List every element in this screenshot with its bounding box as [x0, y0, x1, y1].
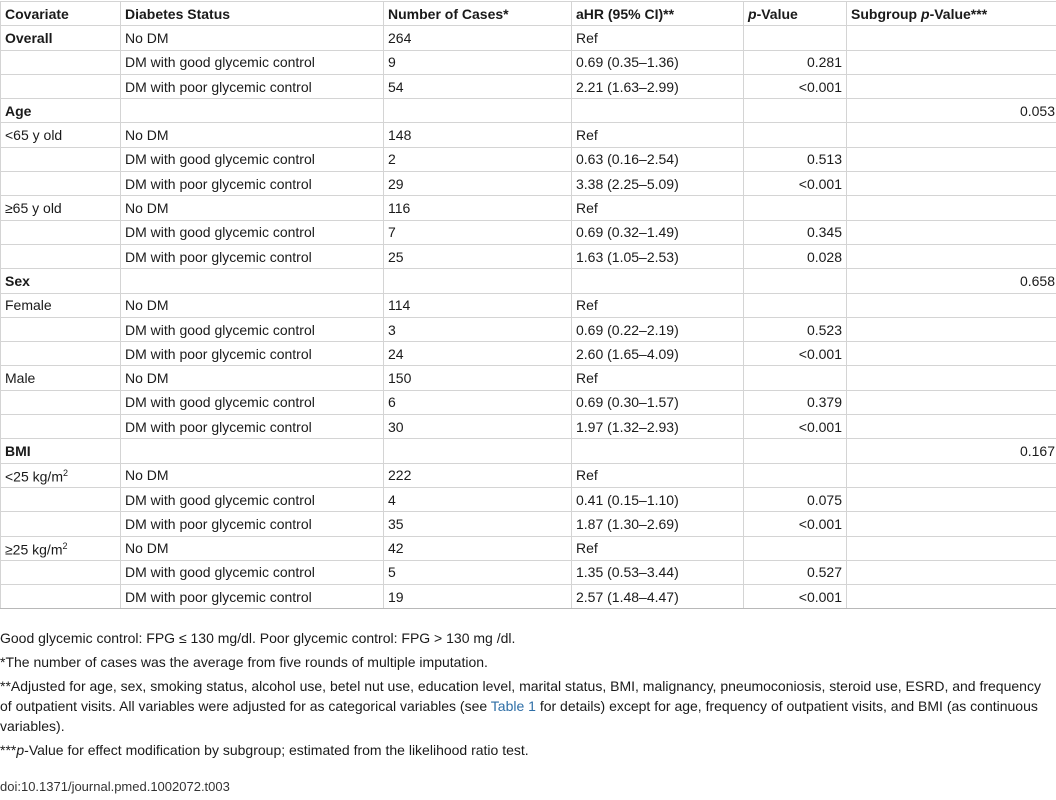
cell-c5: 0.053 [847, 99, 1056, 123]
cell-c2: 6 [384, 390, 572, 414]
table-row [1, 366, 1056, 390]
cell-c5 [847, 26, 1056, 50]
cell-c2: 222 [384, 463, 572, 487]
header-sub-italic: p [921, 5, 930, 22]
cell-c4 [744, 439, 847, 463]
cell-c1: DM with good glycemic control [121, 390, 384, 414]
cell-c0: Overall [1, 26, 121, 50]
cell-c3: Ref [572, 463, 744, 487]
header-p-value [744, 2, 847, 26]
table-row [1, 172, 1056, 196]
table-row [1, 342, 1056, 366]
cell-c4 [744, 463, 847, 487]
table-row [1, 463, 1056, 487]
header-subgroup-p-value [847, 2, 1056, 26]
cell-c3: Ref [572, 366, 744, 390]
cell-c5 [847, 74, 1056, 98]
header-p-italic: p [748, 5, 757, 22]
cell-c1: DM with good glycemic control [121, 487, 384, 511]
cell-c0 [1, 487, 121, 511]
cell-c3: Ref [572, 123, 744, 147]
cell-c3: 1.63 (1.05–2.53) [572, 244, 744, 268]
cell-c2 [384, 269, 572, 293]
cell-c2: 5 [384, 560, 572, 584]
cell-c1: DM with poor glycemic control [121, 585, 384, 609]
cell-c1: DM with poor glycemic control [121, 415, 384, 439]
cell-c4: <0.001 [744, 172, 847, 196]
cell-c5 [847, 244, 1056, 268]
cell-c0 [1, 585, 121, 609]
note-pvalue-rest: -Value for effect modification by subgroup; estimated from the likelihood ratio test. [24, 742, 529, 758]
cell-c1: DM with good glycemic control [121, 560, 384, 584]
table-group-row [1, 439, 1056, 463]
cell-c0: Sex [1, 269, 121, 293]
cell-c0 [1, 50, 121, 74]
cell-c0: BMI [1, 439, 121, 463]
cell-c1: No DM [121, 463, 384, 487]
cell-c4: <0.001 [744, 415, 847, 439]
note-pvalue [0, 740, 1050, 760]
cell-c0 [1, 536, 121, 560]
cell-c5 [847, 536, 1056, 560]
cell-c4: 0.527 [744, 560, 847, 584]
cell-c2 [384, 99, 572, 123]
cell-c0 [1, 220, 121, 244]
cell-c0 [1, 147, 121, 171]
table-row [1, 415, 1056, 439]
cell-c2: 264 [384, 26, 572, 50]
table-row [1, 390, 1056, 414]
cell-c0 [1, 463, 121, 487]
cell-c3: 1.35 (0.53–3.44) [572, 560, 744, 584]
cell-c1: DM with poor glycemic control [121, 74, 384, 98]
cell-c0 [1, 390, 121, 414]
table-row [1, 244, 1056, 268]
cell-c2: 29 [384, 172, 572, 196]
cell-c2: 35 [384, 512, 572, 536]
cell-c1: DM with poor glycemic control [121, 172, 384, 196]
cell-c0 [1, 74, 121, 98]
table-group-row [1, 269, 1056, 293]
cell-c0: Male [1, 366, 121, 390]
cell-c2: 19 [384, 585, 572, 609]
cell-superscript: 2 [62, 468, 68, 479]
cell-c0 [1, 560, 121, 584]
note-pvalue-italic: p [16, 742, 25, 758]
cell-c1: DM with good glycemic control [121, 50, 384, 74]
cell-c4 [744, 269, 847, 293]
cell-c5 [847, 366, 1056, 390]
table-header-row [1, 2, 1056, 26]
cell-c1: DM with good glycemic control [121, 147, 384, 171]
cell-c2: 25 [384, 244, 572, 268]
cell-superscript: 2 [62, 541, 68, 552]
cell-c3: 0.69 (0.22–2.19) [572, 317, 744, 341]
cell-c4: <0.001 [744, 585, 847, 609]
table-row [1, 74, 1056, 98]
note-adjusted [0, 676, 1050, 736]
cell-c2: 54 [384, 74, 572, 98]
cell-c1: No DM [121, 196, 384, 220]
cell-c3: 1.97 (1.32–2.93) [572, 415, 744, 439]
cell-c5: 0.167 [847, 439, 1056, 463]
cell-c5 [847, 342, 1056, 366]
cell-c2: 116 [384, 196, 572, 220]
table-row [1, 536, 1056, 560]
table-row [1, 196, 1056, 220]
cell-c2: 114 [384, 293, 572, 317]
cell-c1: No DM [121, 293, 384, 317]
cell-c2: 42 [384, 536, 572, 560]
cell-c3: Ref [572, 536, 744, 560]
cell-c1: No DM [121, 536, 384, 560]
table-group-row [1, 99, 1056, 123]
cell-c4: <0.001 [744, 342, 847, 366]
cell-c1: DM with poor glycemic control [121, 512, 384, 536]
cell-c3: 2.60 (1.65–4.09) [572, 342, 744, 366]
cell-c3: 0.69 (0.30–1.57) [572, 390, 744, 414]
cell-c1 [121, 99, 384, 123]
table-row [1, 220, 1056, 244]
header-sub-prefix: Subgroup [851, 5, 921, 22]
table-row [1, 293, 1056, 317]
cell-c2: 4 [384, 487, 572, 511]
cell-c1: DM with good glycemic control [121, 317, 384, 341]
table-row [1, 147, 1056, 171]
cell-c4: 0.075 [744, 487, 847, 511]
cell-c5 [847, 415, 1056, 439]
cell-c2: 30 [384, 415, 572, 439]
header-number-of-cases: Number of Cases* [384, 2, 572, 26]
cell-c0 [1, 342, 121, 366]
cell-c0 [1, 415, 121, 439]
cell-c5 [847, 585, 1056, 609]
cell-c5: 0.658 [847, 269, 1056, 293]
header-diabetes-status: Diabetes Status [121, 2, 384, 26]
cell-c3: Ref [572, 196, 744, 220]
table-footnotes [0, 628, 1050, 764]
cell-c5 [847, 390, 1056, 414]
cell-c2: 3 [384, 317, 572, 341]
cell-c5 [847, 293, 1056, 317]
cell-c4 [744, 99, 847, 123]
note-adjusted-after: for details) except for age, frequency of outpatient visits, and BMI (as continuous variables). [0, 698, 1038, 734]
cell-c2 [384, 439, 572, 463]
cell-c4: 0.345 [744, 220, 847, 244]
cell-c1: No DM [121, 123, 384, 147]
cell-c4: <0.001 [744, 74, 847, 98]
cell-c5 [847, 196, 1056, 220]
header-ahr: aHR (95% CI)** [572, 2, 744, 26]
results-table [0, 1, 1056, 609]
cell-text: ≥25 kg/m [5, 542, 63, 558]
cell-c2: 24 [384, 342, 572, 366]
header-covariate: Covariate [1, 2, 121, 26]
table-row [1, 317, 1056, 341]
cell-c0: Age [1, 99, 121, 123]
note-pvalue-prefix: *** [0, 742, 17, 758]
cell-c0 [1, 512, 121, 536]
cell-c1 [121, 439, 384, 463]
cell-c4: 0.513 [744, 147, 847, 171]
table-row [1, 50, 1056, 74]
cell-c3 [572, 99, 744, 123]
note-glycemic: Good glycemic control: FPG ≤ 130 mg/dl. Poor glycemic control: FPG > 130 mg /dl. [0, 630, 516, 646]
cell-c3: 3.38 (2.25–5.09) [572, 172, 744, 196]
cell-c1: DM with good glycemic control [121, 220, 384, 244]
cell-c1: No DM [121, 26, 384, 50]
cell-c4 [744, 196, 847, 220]
table-1-link[interactable]: Table 1 [490, 698, 536, 714]
table-row [1, 123, 1056, 147]
cell-c3: 2.57 (1.48–4.47) [572, 585, 744, 609]
table-row [1, 487, 1056, 511]
cell-c4 [744, 536, 847, 560]
cell-c3: 0.69 (0.35–1.36) [572, 50, 744, 74]
cell-c0: ≥65 y old [1, 196, 121, 220]
cell-c5 [847, 123, 1056, 147]
cell-c5 [847, 220, 1056, 244]
cell-c5 [847, 50, 1056, 74]
cell-c2: 148 [384, 123, 572, 147]
cell-c3: Ref [572, 26, 744, 50]
cell-c3: 0.69 (0.32–1.49) [572, 220, 744, 244]
cell-c0 [1, 244, 121, 268]
cell-c3: Ref [572, 293, 744, 317]
cell-c5 [847, 512, 1056, 536]
cell-c3: 0.41 (0.15–1.10) [572, 487, 744, 511]
cell-c5 [847, 317, 1056, 341]
table-row [1, 512, 1056, 536]
note-cases: *The number of cases was the average from five rounds of multiple imputation. [0, 654, 488, 670]
cell-c2: 2 [384, 147, 572, 171]
cell-text: <25 kg/m [5, 469, 63, 486]
header-p-rest: -Value [756, 5, 798, 22]
cell-c5 [847, 147, 1056, 171]
cell-c0: <65 y old [1, 123, 121, 147]
cell-c2: 9 [384, 50, 572, 74]
cell-c4 [744, 123, 847, 147]
cell-c1: DM with poor glycemic control [121, 342, 384, 366]
cell-c3: 2.21 (1.63–2.99) [572, 74, 744, 98]
cell-c4 [744, 366, 847, 390]
cell-c0: Female [1, 293, 121, 317]
cell-c0 [1, 317, 121, 341]
cell-c1: DM with poor glycemic control [121, 244, 384, 268]
table-group-row [1, 26, 1056, 50]
cell-c2: 150 [384, 366, 572, 390]
doi-label: doi:10.1371/journal.pmed.1002072.t003 [0, 779, 230, 794]
cell-c3 [572, 269, 744, 293]
cell-c2: 7 [384, 220, 572, 244]
cell-c4: 0.523 [744, 317, 847, 341]
note-adjusted-before: **Adjusted for age, sex, smoking status, alcohol use, betel nut use, education level, marital status, BMI, malignancy, pneumoconiosis, steroid use, ESRD, and frequency of outpatient visits. All variables were adjusted for as categorical variables (see [0, 678, 1041, 714]
cell-c3: 1.87 (1.30–2.69) [572, 512, 744, 536]
cell-c5 [847, 463, 1056, 487]
cell-c4 [744, 26, 847, 50]
table-row [1, 585, 1056, 609]
cell-c4: 0.281 [744, 50, 847, 74]
cell-c4: 0.028 [744, 244, 847, 268]
cell-c4 [744, 293, 847, 317]
cell-c1 [121, 269, 384, 293]
cell-c4: <0.001 [744, 512, 847, 536]
cell-c3: 0.63 (0.16–2.54) [572, 147, 744, 171]
cell-c1: No DM [121, 366, 384, 390]
cell-c0 [1, 172, 121, 196]
cell-c4: 0.379 [744, 390, 847, 414]
header-sub-rest: -Value*** [929, 5, 988, 22]
cell-c5 [847, 560, 1056, 584]
cell-c5 [847, 487, 1056, 511]
cell-c3 [572, 439, 744, 463]
table-body [1, 26, 1056, 609]
cell-c5 [847, 172, 1056, 196]
table-row [1, 560, 1056, 584]
